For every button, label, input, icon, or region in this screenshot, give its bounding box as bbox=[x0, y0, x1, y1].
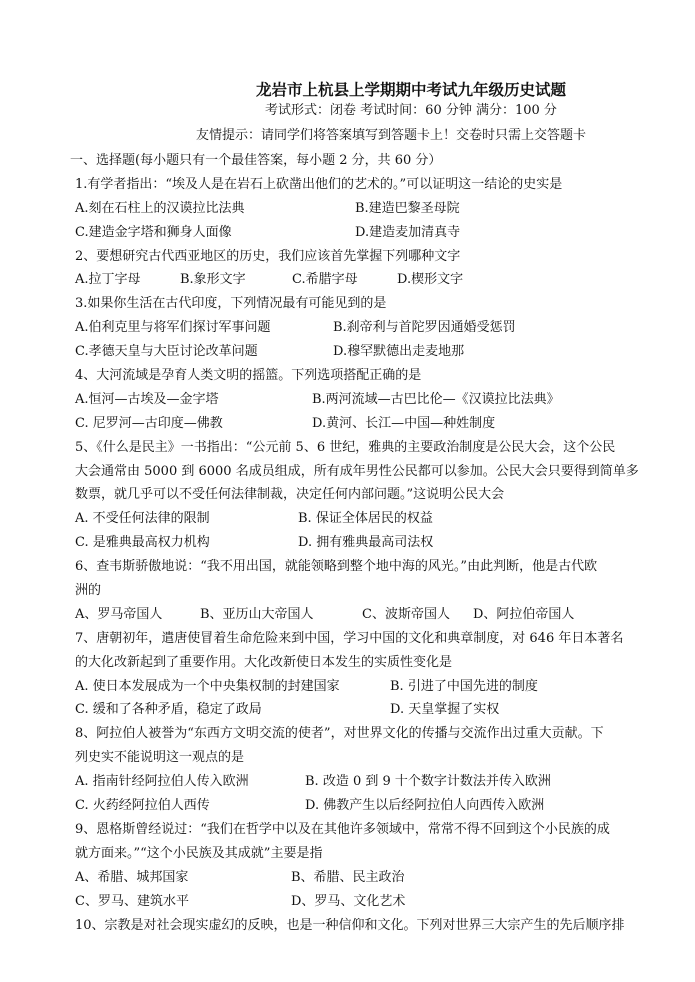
friendly-tip: 友情提示：请同学们将答案填写到答题卡上！交卷时只需上交答题卡 bbox=[195, 128, 586, 143]
question-5-stem-line-2: 大会通常由 5000 到 6000 名成员组成，所有成年男性公民都可以参加。公民大会只要得到简单多 bbox=[75, 463, 639, 479]
question-9-options-row-1 bbox=[76, 866, 666, 890]
question-9-stem-line-1: 9、恩格斯曾经说过：“我们在哲学中以及在其他许多领域中，常常不得不回到这个小民族的成 bbox=[75, 821, 610, 837]
option-b: B、亚历山大帝国人 bbox=[200, 606, 314, 622]
question-1-options-row-1 bbox=[76, 197, 666, 221]
option-a: A. 指南针经阿拉伯人传入欧洲 bbox=[75, 774, 249, 790]
option-d: D.穆罕默德出走麦地那 bbox=[333, 344, 465, 360]
question-2-stem: 2、要想研究古代西亚地区的历史，我们应该首先掌握下列哪种文字 bbox=[75, 248, 461, 264]
option-b: B. 引进了中国先进的制度 bbox=[390, 678, 538, 694]
option-d: D.建造麦加清真寺 bbox=[355, 224, 461, 240]
option-a: A.拉丁字母 bbox=[75, 272, 141, 288]
question-2-options bbox=[76, 268, 666, 292]
option-c: C. 是雅典最高权力机构 bbox=[75, 535, 210, 551]
option-a: A、罗马帝国人 bbox=[75, 606, 163, 622]
question-4-options-row-2 bbox=[76, 412, 666, 436]
option-c: C、波斯帝国人 bbox=[362, 606, 450, 622]
question-7-options-row-1 bbox=[76, 675, 666, 699]
option-c: C、罗马、建筑水平 bbox=[75, 893, 189, 909]
question-6-stem-line-2: 洲的 bbox=[75, 583, 102, 599]
question-8-stem-line-2: 列史实不能说明这一观点的是 bbox=[75, 750, 245, 766]
question-1-options-row-2 bbox=[76, 221, 666, 245]
option-b: B、希腊、民主政治 bbox=[291, 869, 405, 885]
option-a: A. 使日本发展成为一个中央集权制的封建国家 bbox=[75, 678, 340, 694]
option-c: C. 尼罗河—古印度—佛教 bbox=[75, 415, 223, 431]
question-6-options bbox=[76, 603, 666, 627]
option-b: B.象形文字 bbox=[180, 272, 246, 288]
option-b: B.两河流域—古巴比伦—《汉谟拉比法典》 bbox=[312, 391, 560, 407]
exam-page bbox=[70, 80, 666, 937]
question-9-options-row-2 bbox=[76, 890, 666, 914]
option-b: B.刹帝利与首陀罗因通婚受惩罚 bbox=[333, 320, 516, 336]
question-6-stem-line-1: 6、查韦斯骄傲地说：“我不用出国，就能领略到整个地中海的风光。”由此判断，他是古代欧 bbox=[75, 559, 598, 575]
option-b: B. 改造 0 到 9 十个数字计数法并传入欧洲 bbox=[305, 774, 551, 790]
question-4-stem: 4、大河流域是孕育人类文明的摇篮。下列选项搭配正确的是 bbox=[75, 368, 422, 384]
option-d: D. 拥有雅典最高司法权 bbox=[298, 535, 434, 551]
exam-info: 考试形式：闭卷 考试时间：60 分钟 满分：100 分 bbox=[265, 103, 557, 118]
option-c: C. 火药经阿拉伯人西传 bbox=[75, 798, 210, 814]
option-a: A. 不受任何法律的限制 bbox=[75, 511, 210, 527]
exam-title: 龙岩市上杭县上学期期中考试九年级历史试题 bbox=[255, 80, 566, 99]
option-c: C.孝德天皇与大臣讨论改革问题 bbox=[75, 344, 258, 360]
question-1-stem: 1.有学者指出：“埃及人是在岩石上砍凿出他们的艺术的。”可以证明这一结论的史实是 bbox=[75, 176, 563, 192]
question-5-stem-line-3: 数票，就几乎可以不受任何法律制裁，决定任何内部问题。”这说明公民大会 bbox=[75, 487, 505, 503]
option-a: A.刻在石柱上的汉谟拉比法典 bbox=[75, 200, 245, 216]
question-8-options-row-2 bbox=[76, 794, 666, 818]
option-a: A.恒河—古埃及—金字塔 bbox=[75, 391, 219, 407]
question-4-options-row-1 bbox=[76, 388, 666, 412]
question-5-options-row-1 bbox=[76, 507, 666, 531]
option-d: D. 佛教产生以后经阿拉伯人向西传入欧洲 bbox=[305, 798, 545, 814]
question-3-stem: 3.如果你生活在古代印度，下列情况最有可能见到的是 bbox=[75, 296, 387, 312]
question-7-options-row-2 bbox=[76, 698, 666, 722]
option-c: C.建造金字塔和狮身人面像 bbox=[75, 224, 232, 240]
option-d: D. 天皇掌握了实权 bbox=[390, 702, 500, 718]
option-a: A、希腊、城邦国家 bbox=[75, 869, 189, 885]
question-5-stem-line-1: 5、《什么是民主》一书指出：“公元前 5、6 世纪，雅典的主要政治制度是公民大会，这个公民 bbox=[75, 439, 616, 455]
question-8-options-row-1 bbox=[76, 770, 666, 794]
option-a: A.伯利克里与将军们探讨军事问题 bbox=[75, 320, 271, 336]
section-heading: 一、选择题(每小题只有一个最佳答案，每小题 2 分，共 60 分） bbox=[70, 153, 442, 168]
question-9-stem-line-2: 就方面来。”“这个小民族及其成就”主要是指 bbox=[75, 845, 323, 861]
option-c: C.希腊字母 bbox=[292, 272, 358, 288]
option-d: D、罗马、文化艺术 bbox=[291, 893, 406, 909]
question-3-options-row-2 bbox=[76, 340, 666, 364]
question-3-options-row-1 bbox=[76, 316, 666, 340]
option-d: D.楔形文字 bbox=[397, 272, 464, 288]
question-10-stem-line-1: 10、宗教是对社会现实虚幻的反映，也是一种信仰和文化。下列对世界三大宗产生的先后顺序排 bbox=[75, 917, 625, 933]
question-5-options-row-2 bbox=[76, 531, 666, 555]
option-c: C. 缓和了各种矛盾，稳定了政局 bbox=[75, 702, 262, 718]
option-d: D、阿拉伯帝国人 bbox=[473, 606, 575, 622]
question-7-stem-line-2: 的大化改新起到了重要作用。大化改新使日本发生的实质性变化是 bbox=[75, 654, 453, 670]
option-b: B. 保证全体居民的权益 bbox=[298, 511, 433, 527]
option-d: D.黄河、长江—中国—种姓制度 bbox=[312, 415, 496, 431]
question-8-stem-line-1: 8、阿拉伯人被誉为“东西方文明交流的使者”，对世界文化的传播与交流作出过重大贡献。下 bbox=[75, 726, 604, 742]
option-b: B.建造巴黎圣母院 bbox=[355, 200, 460, 216]
question-7-stem-line-1: 7、唐朝初年，遣唐使冒着生命危险来到中国，学习中国的文化和典章制度，对 646 年日本著名 bbox=[75, 630, 624, 646]
